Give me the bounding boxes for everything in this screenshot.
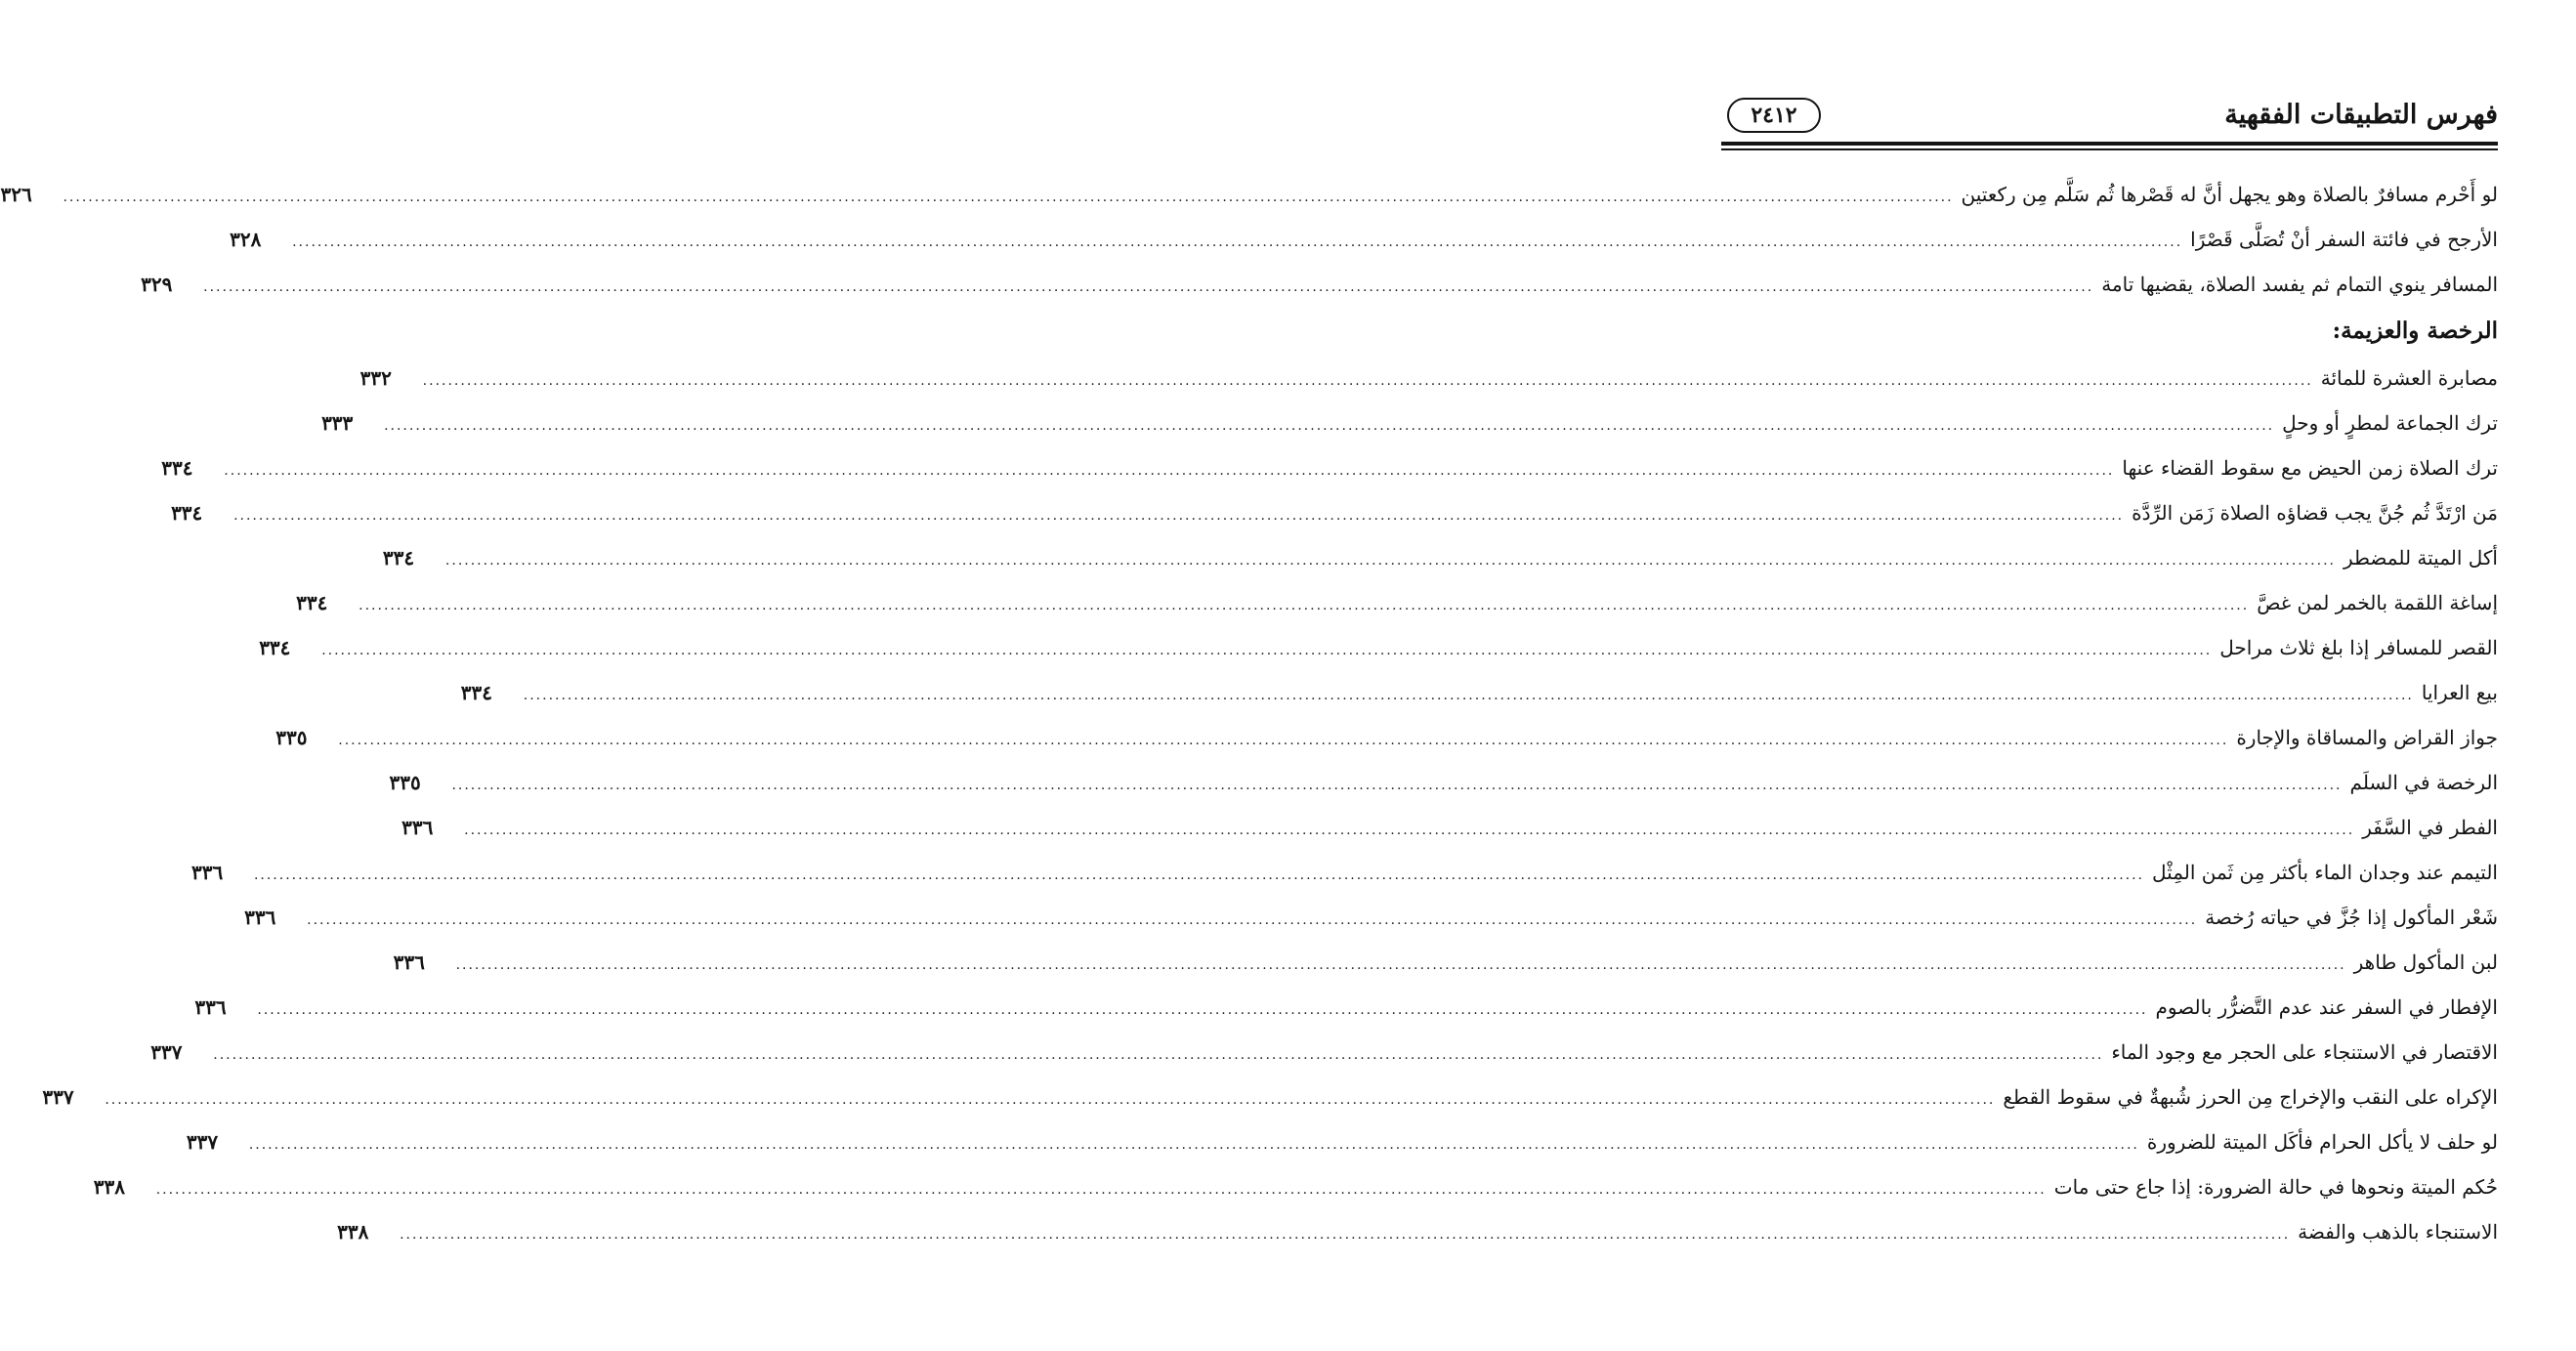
page-header (1721, 96, 2498, 145)
entry-title: ترك الجماعة لمطرٍ أو وحلٍ (2282, 411, 2498, 435)
index-entry (186, 1119, 2498, 1164)
header-rule-thick (1721, 142, 2498, 146)
index-entry (150, 1030, 2498, 1075)
leader-dots: ............................................................................................................................................................................................................................................................................................................ (451, 778, 2343, 793)
leader-dots: ............................................................................................................................................................................................................................................................................................................ (307, 912, 2198, 928)
entry-page-number: ٣٣٤ (259, 636, 291, 659)
entry-title: مصابرة العشرة للمائة (2320, 366, 2498, 390)
header-rule-thin (1721, 148, 2498, 150)
index-entry (190, 850, 2498, 895)
entry-page-number: ٣٣٨ (93, 1175, 125, 1199)
entry-title: أكل الميتة للمضطر (2343, 546, 2498, 570)
entry-page-number: ٣٢٦ (0, 183, 32, 206)
index-entry (42, 1075, 2498, 1119)
index-entry (194, 985, 2498, 1030)
entry-title: الإفطار في السفر عند عدم التَّضرُّر بالصوم (2155, 995, 2498, 1019)
leader-dots: ............................................................................................................................................................................................................................................................................................................ (213, 1047, 2104, 1063)
entry-title: الفطر في السَّفَر (2362, 816, 2498, 839)
entry-page-number: ٣٣٦ (194, 995, 227, 1019)
index-entry (161, 445, 2498, 490)
index-entry (0, 172, 2498, 217)
entry-page-number: ٣٣٧ (150, 1040, 183, 1064)
entry-page-number: ٣٣٥ (389, 771, 421, 794)
index-entry (230, 217, 2498, 262)
page-number-badge: ٢٤١٢ (1727, 98, 1821, 133)
entry-page-number: ٣٢٩ (141, 273, 173, 296)
index-entry (393, 940, 2498, 985)
entry-page-number: ٣٣٦ (244, 906, 276, 929)
entry-title: الاقتصار في الاستنجاء على الحجر مع وجود الماء (2111, 1040, 2498, 1064)
leader-dots: ............................................................................................................................................................................................................................................................................................................ (321, 643, 2213, 658)
index-entry (359, 356, 2498, 401)
leader-dots: ............................................................................................................................................................................................................................................................................................................ (422, 373, 2313, 389)
index-entry (337, 1209, 2498, 1254)
entry-title: الاستنجاء بالذهب والفضة (2298, 1220, 2498, 1244)
entry-title: لو حلف لا يأكل الحرام فأكَل الميتة للضرورة (2146, 1130, 2498, 1154)
leader-dots: ............................................................................................................................................................................................................................................................................................................ (105, 1092, 1996, 1108)
entry-page-number: ٣٣٨ (337, 1220, 369, 1244)
leader-dots: ............................................................................................................................................................................................................................................................................................................ (155, 1182, 2047, 1198)
leader-dots: ............................................................................................................................................................................................................................................................................................................ (224, 463, 2115, 479)
leader-dots: ............................................................................................................................................................................................................................................................................................................ (400, 1227, 2291, 1243)
entry-page-number: ٣٣٧ (186, 1130, 219, 1154)
leader-dots: ............................................................................................................................................................................................................................................................................................................ (248, 1137, 2139, 1153)
running-title: فهرس التطبيقات الفقهية (2224, 100, 2498, 130)
entry-page-number: ٣٣٥ (275, 726, 308, 749)
index-entry (382, 535, 2498, 580)
leader-dots: ............................................................................................................................................................................................................................................................................................................ (444, 553, 2336, 569)
entry-page-number: ٣٢٨ (230, 228, 262, 251)
index-entry (141, 262, 2498, 307)
entry-title: مَن ارْتَدَّ ثُم جُنَّ يجب قضاؤه الصلاة زَمَن الرِّدَّة (2132, 501, 2498, 525)
leader-dots: ............................................................................................................................................................................................................................................................................................................ (257, 1002, 2148, 1018)
leader-dots: ............................................................................................................................................................................................................................................................................................................ (338, 733, 2229, 748)
leader-dots: ............................................................................................................................................................................................................................................................................................................ (292, 234, 2183, 250)
entry-title: حُكم الميتة ونحوها في حالة الضرورة: إذا جاع حتى مات (2053, 1175, 2498, 1199)
entry-page-number: ٣٣٧ (42, 1085, 74, 1109)
leader-dots: ............................................................................................................................................................................................................................................................................................................ (455, 957, 2346, 973)
entry-title: القصر للمسافر إذا بلغ ثلاث مراحل (2219, 636, 2498, 659)
index-list (0, 172, 2498, 1254)
leader-dots: ............................................................................................................................................................................................................................................................................................................ (63, 190, 1954, 205)
entry-page-number: ٣٣٤ (161, 456, 193, 480)
entry-title: الأرجح في فائتة السفر أنْ تُصَلَّى قَصْرًا (2190, 228, 2498, 251)
index-entry (244, 895, 2498, 940)
entry-page-number: ٣٣٦ (393, 950, 425, 974)
entry-title: جواز القراض والمساقاة والإجارة (2236, 726, 2498, 749)
leader-dots: ............................................................................................................................................................................................................................................................................................................ (384, 418, 2275, 434)
entry-title: لو أَحْرم مسافرٌ بالصلاة وهو يجهل أنَّ له قَصْرها ثُم سَلَّم مِن ركعتين (1961, 183, 2498, 206)
entry-page-number: ٣٣٤ (460, 681, 493, 704)
entry-title: المسافر ينوي التمام ثم يفسد الصلاة، يقضيها تامة (2101, 273, 2498, 296)
entry-page-number: ٣٣٢ (359, 366, 392, 390)
leader-dots: ............................................................................................................................................................................................................................................................................................................ (233, 508, 2125, 524)
entry-page-number: ٣٣٤ (296, 591, 328, 614)
index-entry (171, 490, 2498, 535)
entry-page-number: ٣٣٦ (401, 816, 434, 839)
entry-page-number: ٣٣٤ (171, 501, 203, 525)
index-entry (460, 670, 2498, 715)
entry-title: التيمم عند وجدان الماء بأكثر مِن ثَمن المِثْل (2152, 861, 2498, 884)
entry-page-number: ٣٣٦ (190, 861, 224, 884)
index-entry (93, 1164, 2498, 1209)
entry-page-number: ٣٣٤ (382, 546, 415, 570)
entry-title: شَعْر المأكول إذا جُزَّ في حياته رُخصة (2205, 906, 2498, 929)
entry-title: ترك الصلاة زمن الحيض مع سقوط القضاء عنها (2122, 456, 2498, 480)
entry-title: بيع العرايا (2421, 681, 2498, 704)
leader-dots: ............................................................................................................................................................................................................................................................................................................ (523, 688, 2414, 703)
section-heading: الرخصة والعزيمة: (2332, 317, 2498, 344)
entry-title: الرخصة في السلَم (2349, 771, 2498, 794)
leader-dots: ............................................................................................................................................................................................................................................................................................................ (203, 279, 2094, 295)
leader-dots: ............................................................................................................................................................................................................................................................................................................ (253, 867, 2145, 883)
leader-dots: ............................................................................................................................................................................................................................................................................................................ (464, 823, 2355, 838)
index-entry (321, 401, 2498, 445)
entry-title: لبن المأكول طاهر (2353, 950, 2498, 974)
index-entry (401, 805, 2498, 850)
index-entry (259, 625, 2498, 670)
index-entry (275, 715, 2498, 760)
index-entry (296, 580, 2498, 625)
entry-title: الإكراه على النقب والإخراج مِن الحرز شُبهةٌ في سقوط القطع (2003, 1085, 2498, 1109)
entry-page-number: ٣٣٣ (321, 411, 354, 435)
leader-dots: ............................................................................................................................................................................................................................................................................................................ (359, 598, 2250, 613)
index-entry (389, 760, 2498, 805)
entry-title: إساغة اللقمة بالخمر لمن غصَّ (2257, 591, 2498, 614)
